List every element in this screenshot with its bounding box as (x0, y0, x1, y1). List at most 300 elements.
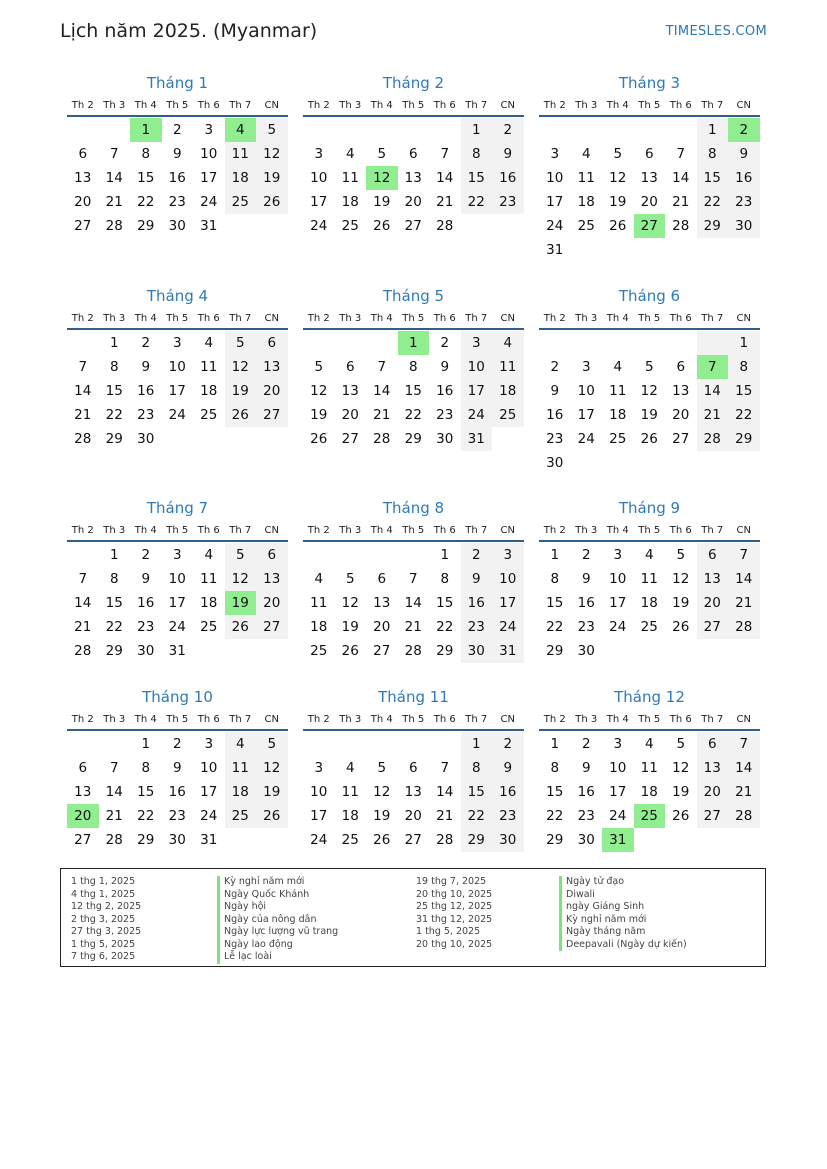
day-cell[interactable]: 14 (74, 383, 92, 399)
day-cell[interactable]: 12 (640, 383, 658, 399)
day-cell[interactable]: 29 (436, 643, 454, 659)
day-cell[interactable]: 23 (577, 619, 595, 635)
day-cell[interactable]: 9 (728, 142, 760, 166)
day-cell[interactable]: 6 (408, 146, 418, 162)
day-cell[interactable]: 7 (440, 760, 450, 776)
day-cell[interactable]: 26 (225, 403, 257, 427)
day-cell[interactable]: 10 (492, 567, 524, 591)
day-cell[interactable]: 4 (204, 335, 214, 351)
day-cell[interactable]: 6 (697, 732, 729, 756)
day-cell[interactable]: 5 (345, 571, 355, 587)
day-cell[interactable]: 20 (672, 407, 690, 423)
day-cell[interactable]: 2 (440, 335, 450, 351)
day-cell[interactable]: 20 (373, 619, 391, 635)
day-cell[interactable]: 17 (200, 170, 218, 186)
day-cell[interactable]: 9 (581, 760, 591, 776)
day-cell[interactable]: 31 (546, 242, 564, 258)
day-cell[interactable]: 12 (672, 571, 690, 587)
day-cell[interactable]: 14 (404, 595, 422, 611)
day-cell[interactable]: 26 (640, 431, 658, 447)
day-cell[interactable]: 12 (256, 756, 288, 780)
day-cell[interactable]: 30 (137, 431, 155, 447)
day-cell[interactable]: 24 (200, 808, 218, 824)
day-cell[interactable]: 29 (105, 643, 123, 659)
day-cell[interactable]: 11 (492, 355, 524, 379)
day-cell[interactable]: 10 (200, 146, 218, 162)
day-cell[interactable]: 28 (105, 832, 123, 848)
day-cell[interactable]: 6 (78, 760, 88, 776)
day-cell[interactable]: 11 (310, 595, 328, 611)
day-cell[interactable]: 2 (581, 736, 591, 752)
day-cell[interactable]: 5 (676, 547, 686, 563)
day-cell[interactable]: 3 (581, 359, 591, 375)
day-cell[interactable]: 5 (676, 736, 686, 752)
day-cell[interactable]: 20 (404, 808, 422, 824)
holiday-day-cell[interactable]: 7 (697, 355, 729, 379)
day-cell[interactable]: 22 (137, 194, 155, 210)
day-cell[interactable]: 9 (172, 146, 182, 162)
day-cell[interactable]: 29 (105, 431, 123, 447)
holiday-day-cell[interactable]: 12 (366, 166, 398, 190)
day-cell[interactable]: 19 (609, 194, 627, 210)
day-cell[interactable]: 5 (314, 359, 324, 375)
day-cell[interactable]: 22 (546, 619, 564, 635)
day-cell[interactable]: 6 (78, 146, 88, 162)
day-cell[interactable]: 24 (577, 431, 595, 447)
holiday-day-cell[interactable]: 1 (130, 118, 162, 142)
day-cell[interactable]: 22 (105, 407, 123, 423)
day-cell[interactable]: 9 (581, 571, 591, 587)
day-cell[interactable]: 23 (168, 808, 186, 824)
day-cell[interactable]: 11 (577, 170, 595, 186)
day-cell[interactable]: 19 (640, 407, 658, 423)
day-cell[interactable]: 13 (74, 784, 92, 800)
day-cell[interactable]: 12 (256, 142, 288, 166)
day-cell[interactable]: 12 (672, 760, 690, 776)
day-cell[interactable]: 30 (546, 455, 564, 471)
day-cell[interactable]: 19 (373, 194, 391, 210)
day-cell[interactable]: 10 (200, 760, 218, 776)
day-cell[interactable]: 27 (74, 832, 92, 848)
day-cell[interactable]: 3 (613, 547, 623, 563)
day-cell[interactable]: 6 (697, 543, 729, 567)
day-cell[interactable]: 24 (310, 832, 328, 848)
day-cell[interactable]: 16 (492, 166, 524, 190)
day-cell[interactable]: 13 (256, 355, 288, 379)
day-cell[interactable]: 5 (644, 359, 654, 375)
day-cell[interactable]: 24 (200, 194, 218, 210)
holiday-day-cell[interactable]: 2 (728, 118, 760, 142)
day-cell[interactable]: 16 (436, 383, 454, 399)
day-cell[interactable]: 10 (310, 784, 328, 800)
day-cell[interactable]: 4 (644, 736, 654, 752)
day-cell[interactable]: 22 (137, 808, 155, 824)
day-cell[interactable]: 7 (109, 146, 119, 162)
day-cell[interactable]: 11 (640, 571, 658, 587)
day-cell[interactable]: 20 (640, 194, 658, 210)
day-cell[interactable]: 8 (109, 571, 119, 587)
day-cell[interactable]: 28 (672, 218, 690, 234)
day-cell[interactable]: 19 (256, 780, 288, 804)
day-cell[interactable]: 13 (672, 383, 690, 399)
day-cell[interactable]: 6 (676, 359, 686, 375)
day-cell[interactable]: 19 (373, 808, 391, 824)
day-cell[interactable]: 14 (728, 567, 760, 591)
day-cell[interactable]: 26 (373, 218, 391, 234)
day-cell[interactable]: 22 (105, 619, 123, 635)
day-cell[interactable]: 21 (436, 194, 454, 210)
day-cell[interactable]: 9 (141, 359, 151, 375)
day-cell[interactable]: 20 (697, 780, 729, 804)
day-cell[interactable]: 18 (200, 595, 218, 611)
day-cell[interactable]: 7 (728, 732, 760, 756)
day-cell[interactable]: 1 (697, 118, 729, 142)
day-cell[interactable]: 20 (256, 591, 288, 615)
day-cell[interactable]: 28 (728, 804, 760, 828)
day-cell[interactable]: 19 (310, 407, 328, 423)
day-cell[interactable]: 3 (204, 736, 214, 752)
day-cell[interactable]: 7 (676, 146, 686, 162)
day-cell[interactable]: 21 (436, 808, 454, 824)
day-cell[interactable]: 9 (141, 571, 151, 587)
day-cell[interactable]: 1 (461, 732, 493, 756)
day-cell[interactable]: 18 (492, 379, 524, 403)
day-cell[interactable]: 20 (74, 194, 92, 210)
day-cell[interactable]: 2 (141, 335, 151, 351)
day-cell[interactable]: 8 (728, 355, 760, 379)
day-cell[interactable]: 15 (436, 595, 454, 611)
day-cell[interactable]: 8 (408, 359, 418, 375)
day-cell[interactable]: 14 (728, 756, 760, 780)
day-cell[interactable]: 2 (461, 543, 493, 567)
day-cell[interactable]: 4 (345, 760, 355, 776)
day-cell[interactable]: 8 (550, 571, 560, 587)
day-cell[interactable]: 21 (672, 194, 690, 210)
day-cell[interactable]: 19 (256, 166, 288, 190)
day-cell[interactable]: 26 (341, 643, 359, 659)
day-cell[interactable]: 12 (609, 170, 627, 186)
day-cell[interactable]: 11 (341, 784, 359, 800)
day-cell[interactable]: 26 (310, 431, 328, 447)
day-cell[interactable]: 30 (436, 431, 454, 447)
day-cell[interactable]: 10 (609, 571, 627, 587)
day-cell[interactable]: 27 (373, 643, 391, 659)
day-cell[interactable]: 10 (310, 170, 328, 186)
day-cell[interactable]: 11 (609, 383, 627, 399)
day-cell[interactable]: 8 (440, 571, 450, 587)
day-cell[interactable]: 23 (137, 407, 155, 423)
day-cell[interactable]: 15 (461, 166, 493, 190)
day-cell[interactable]: 14 (436, 170, 454, 186)
day-cell[interactable]: 2 (172, 122, 182, 138)
day-cell[interactable]: 15 (461, 780, 493, 804)
day-cell[interactable]: 26 (225, 615, 257, 639)
day-cell[interactable]: 13 (341, 383, 359, 399)
day-cell[interactable]: 1 (550, 547, 560, 563)
day-cell[interactable]: 21 (697, 403, 729, 427)
day-cell[interactable]: 24 (168, 407, 186, 423)
day-cell[interactable]: 3 (204, 122, 214, 138)
day-cell[interactable]: 27 (697, 615, 729, 639)
day-cell[interactable]: 13 (640, 170, 658, 186)
day-cell[interactable]: 2 (172, 736, 182, 752)
day-cell[interactable]: 28 (436, 832, 454, 848)
day-cell[interactable]: 5 (256, 118, 288, 142)
day-cell[interactable]: 29 (404, 431, 422, 447)
day-cell[interactable]: 7 (78, 359, 88, 375)
day-cell[interactable]: 6 (256, 331, 288, 355)
day-cell[interactable]: 24 (461, 403, 493, 427)
day-cell[interactable]: 18 (609, 407, 627, 423)
day-cell[interactable]: 6 (345, 359, 355, 375)
day-cell[interactable]: 25 (225, 190, 257, 214)
day-cell[interactable]: 22 (461, 190, 493, 214)
day-cell[interactable]: 22 (728, 403, 760, 427)
day-cell[interactable]: 30 (168, 218, 186, 234)
day-cell[interactable]: 8 (141, 146, 151, 162)
day-cell[interactable]: 7 (728, 543, 760, 567)
day-cell[interactable]: 29 (137, 218, 155, 234)
day-cell[interactable]: 25 (492, 403, 524, 427)
day-cell[interactable]: 11 (640, 760, 658, 776)
day-cell[interactable]: 30 (137, 643, 155, 659)
day-cell[interactable]: 22 (461, 804, 493, 828)
day-cell[interactable]: 16 (728, 166, 760, 190)
day-cell[interactable]: 29 (546, 643, 564, 659)
day-cell[interactable]: 31 (200, 832, 218, 848)
day-cell[interactable]: 25 (310, 643, 328, 659)
day-cell[interactable]: 9 (550, 383, 560, 399)
day-cell[interactable]: 21 (728, 780, 760, 804)
day-cell[interactable]: 15 (137, 170, 155, 186)
day-cell[interactable]: 27 (341, 431, 359, 447)
day-cell[interactable]: 24 (168, 619, 186, 635)
day-cell[interactable]: 3 (172, 547, 182, 563)
day-cell[interactable]: 28 (404, 643, 422, 659)
day-cell[interactable]: 25 (341, 832, 359, 848)
day-cell[interactable]: 5 (225, 543, 257, 567)
day-cell[interactable]: 28 (373, 431, 391, 447)
day-cell[interactable]: 3 (314, 760, 324, 776)
day-cell[interactable]: 27 (404, 832, 422, 848)
day-cell[interactable]: 2 (581, 547, 591, 563)
day-cell[interactable]: 13 (404, 170, 422, 186)
day-cell[interactable]: 14 (105, 170, 123, 186)
day-cell[interactable]: 16 (546, 407, 564, 423)
day-cell[interactable]: 5 (256, 732, 288, 756)
day-cell[interactable]: 28 (105, 218, 123, 234)
day-cell[interactable]: 21 (105, 808, 123, 824)
day-cell[interactable]: 12 (225, 355, 257, 379)
day-cell[interactable]: 2 (492, 732, 524, 756)
day-cell[interactable]: 23 (436, 407, 454, 423)
day-cell[interactable]: 11 (200, 571, 218, 587)
day-cell[interactable]: 31 (200, 218, 218, 234)
day-cell[interactable]: 7 (377, 359, 387, 375)
holiday-day-cell[interactable]: 20 (67, 804, 99, 828)
day-cell[interactable]: 27 (697, 804, 729, 828)
day-cell[interactable]: 19 (672, 784, 690, 800)
day-cell[interactable]: 10 (577, 383, 595, 399)
day-cell[interactable]: 24 (609, 808, 627, 824)
day-cell[interactable]: 5 (377, 146, 387, 162)
day-cell[interactable]: 30 (492, 828, 524, 852)
day-cell[interactable]: 29 (697, 214, 729, 238)
day-cell[interactable]: 2 (492, 118, 524, 142)
day-cell[interactable]: 17 (168, 383, 186, 399)
day-cell[interactable]: 23 (577, 808, 595, 824)
day-cell[interactable]: 16 (577, 784, 595, 800)
day-cell[interactable]: 19 (225, 379, 257, 403)
day-cell[interactable]: 5 (225, 331, 257, 355)
day-cell[interactable]: 29 (728, 427, 760, 451)
day-cell[interactable]: 21 (74, 619, 92, 635)
day-cell[interactable]: 13 (404, 784, 422, 800)
day-cell[interactable]: 19 (341, 619, 359, 635)
day-cell[interactable]: 17 (492, 591, 524, 615)
day-cell[interactable]: 26 (672, 808, 690, 824)
day-cell[interactable]: 22 (546, 808, 564, 824)
day-cell[interactable]: 11 (225, 756, 257, 780)
day-cell[interactable]: 17 (461, 379, 493, 403)
day-cell[interactable]: 23 (461, 615, 493, 639)
day-cell[interactable]: 13 (373, 595, 391, 611)
day-cell[interactable]: 11 (200, 359, 218, 375)
day-cell[interactable]: 14 (105, 784, 123, 800)
day-cell[interactable]: 10 (168, 359, 186, 375)
day-cell[interactable]: 22 (404, 407, 422, 423)
day-cell[interactable]: 7 (109, 760, 119, 776)
day-cell[interactable]: 13 (697, 567, 729, 591)
day-cell[interactable]: 16 (461, 591, 493, 615)
day-cell[interactable]: 1 (550, 736, 560, 752)
day-cell[interactable]: 10 (546, 170, 564, 186)
day-cell[interactable]: 10 (609, 760, 627, 776)
day-cell[interactable]: 26 (373, 832, 391, 848)
day-cell[interactable]: 9 (461, 567, 493, 591)
day-cell[interactable]: 16 (492, 780, 524, 804)
day-cell[interactable]: 28 (728, 615, 760, 639)
day-cell[interactable]: 17 (546, 194, 564, 210)
day-cell[interactable]: 22 (436, 619, 454, 635)
day-cell[interactable]: 11 (341, 170, 359, 186)
day-cell[interactable]: 20 (404, 194, 422, 210)
day-cell[interactable]: 6 (644, 146, 654, 162)
day-cell[interactable]: 20 (697, 591, 729, 615)
day-cell[interactable]: 25 (577, 218, 595, 234)
day-cell[interactable]: 20 (341, 407, 359, 423)
day-cell[interactable]: 15 (105, 595, 123, 611)
day-cell[interactable]: 30 (728, 214, 760, 238)
day-cell[interactable]: 23 (546, 431, 564, 447)
day-cell[interactable]: 4 (314, 571, 324, 587)
day-cell[interactable]: 2 (550, 359, 560, 375)
day-cell[interactable]: 23 (137, 619, 155, 635)
day-cell[interactable]: 11 (225, 142, 257, 166)
day-cell[interactable]: 8 (550, 760, 560, 776)
day-cell[interactable]: 16 (577, 595, 595, 611)
day-cell[interactable]: 15 (697, 166, 729, 190)
holiday-day-cell[interactable]: 31 (602, 828, 634, 852)
day-cell[interactable]: 18 (310, 619, 328, 635)
day-cell[interactable]: 4 (225, 732, 257, 756)
holiday-day-cell[interactable]: 27 (634, 214, 666, 238)
day-cell[interactable]: 12 (225, 567, 257, 591)
day-cell[interactable]: 13 (256, 567, 288, 591)
day-cell[interactable]: 25 (341, 218, 359, 234)
day-cell[interactable]: 15 (105, 383, 123, 399)
day-cell[interactable]: 23 (492, 190, 524, 214)
day-cell[interactable]: 24 (609, 619, 627, 635)
day-cell[interactable]: 26 (256, 804, 288, 828)
day-cell[interactable]: 16 (137, 595, 155, 611)
day-cell[interactable]: 27 (256, 615, 288, 639)
day-cell[interactable]: 15 (728, 379, 760, 403)
day-cell[interactable]: 31 (168, 643, 186, 659)
day-cell[interactable]: 28 (74, 643, 92, 659)
day-cell[interactable]: 14 (436, 784, 454, 800)
day-cell[interactable]: 10 (461, 355, 493, 379)
day-cell[interactable]: 31 (461, 427, 493, 451)
day-cell[interactable]: 26 (609, 218, 627, 234)
day-cell[interactable]: 15 (546, 595, 564, 611)
day-cell[interactable]: 4 (204, 547, 214, 563)
day-cell[interactable]: 24 (310, 218, 328, 234)
day-cell[interactable]: 9 (492, 756, 524, 780)
day-cell[interactable]: 1 (141, 736, 151, 752)
day-cell[interactable]: 17 (168, 595, 186, 611)
day-cell[interactable]: 18 (225, 780, 257, 804)
day-cell[interactable]: 12 (341, 595, 359, 611)
day-cell[interactable]: 1 (109, 335, 119, 351)
holiday-day-cell[interactable]: 1 (398, 331, 430, 355)
day-cell[interactable]: 12 (373, 784, 391, 800)
day-cell[interactable]: 19 (672, 595, 690, 611)
day-cell[interactable]: 9 (492, 142, 524, 166)
day-cell[interactable]: 6 (408, 760, 418, 776)
day-cell[interactable]: 7 (78, 571, 88, 587)
day-cell[interactable]: 28 (74, 431, 92, 447)
day-cell[interactable]: 9 (172, 760, 182, 776)
day-cell[interactable]: 3 (492, 543, 524, 567)
day-cell[interactable]: 3 (461, 331, 493, 355)
day-cell[interactable]: 4 (345, 146, 355, 162)
day-cell[interactable]: 14 (74, 595, 92, 611)
day-cell[interactable]: 30 (577, 643, 595, 659)
day-cell[interactable]: 28 (436, 218, 454, 234)
day-cell[interactable]: 25 (225, 804, 257, 828)
day-cell[interactable]: 2 (141, 547, 151, 563)
day-cell[interactable]: 14 (672, 170, 690, 186)
day-cell[interactable]: 21 (373, 407, 391, 423)
day-cell[interactable]: 18 (341, 194, 359, 210)
day-cell[interactable]: 16 (168, 170, 186, 186)
day-cell[interactable]: 20 (256, 379, 288, 403)
day-cell[interactable]: 15 (137, 784, 155, 800)
day-cell[interactable]: 5 (377, 760, 387, 776)
day-cell[interactable]: 17 (577, 407, 595, 423)
day-cell[interactable]: 25 (640, 619, 658, 635)
day-cell[interactable]: 18 (200, 383, 218, 399)
day-cell[interactable]: 18 (577, 194, 595, 210)
day-cell[interactable]: 15 (546, 784, 564, 800)
day-cell[interactable]: 26 (672, 619, 690, 635)
day-cell[interactable]: 3 (550, 146, 560, 162)
day-cell[interactable]: 28 (697, 427, 729, 451)
holiday-day-cell[interactable]: 19 (225, 591, 257, 615)
day-cell[interactable]: 21 (74, 407, 92, 423)
day-cell[interactable]: 30 (461, 639, 493, 663)
